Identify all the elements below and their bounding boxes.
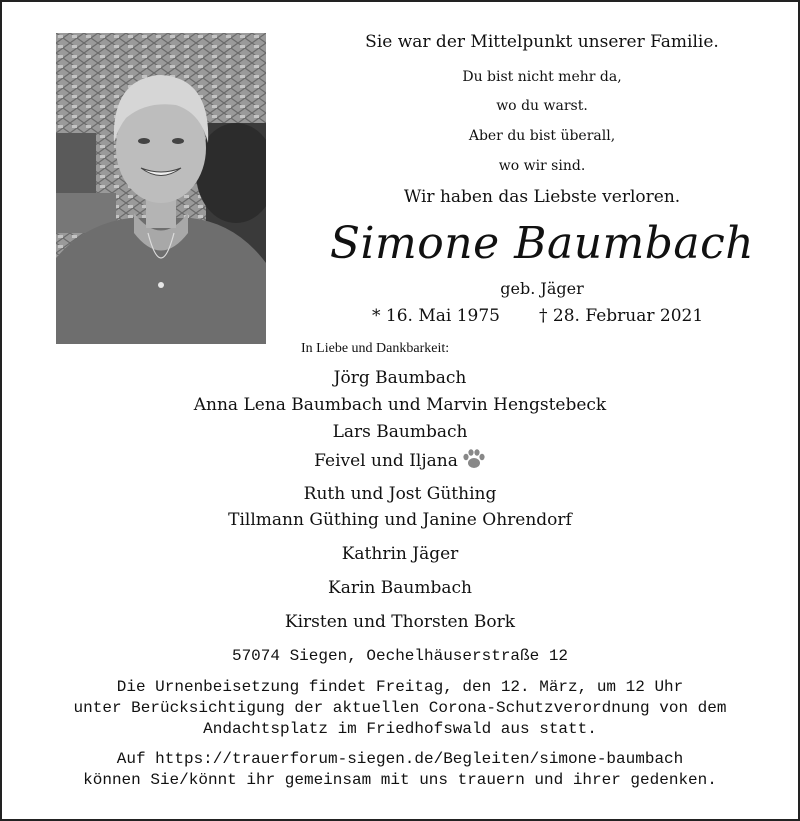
- death-date: † 28. Februar 2021: [539, 306, 704, 326]
- verse-line: Aber du bist überall,: [468, 128, 616, 144]
- online-condolence-line: Auf https://trauerforum-siegen.de/Begleiten/simone-baumbach: [116, 750, 684, 768]
- verse-line: Du bist nicht mehr da,: [462, 69, 622, 85]
- funeral-info-line: unter Berücksichtigung der aktuellen Corona-Schutzverordnung von dem: [73, 699, 727, 717]
- family-member: Jörg Baumbach: [333, 368, 467, 388]
- family-member: Feivel und Iljana: [314, 451, 458, 471]
- thanks-line: In Liebe und Dankbarkeit:: [301, 341, 450, 356]
- family-member: Kathrin Jäger: [341, 544, 459, 564]
- verse-line: wo wir sind.: [498, 158, 586, 174]
- family-member-pets: [2, 448, 798, 475]
- funeral-info-line: Die Urnenbeisetzung findet Freitag, den 12. März, um 12 Uhr: [116, 678, 684, 696]
- family-member: Anna Lena Baumbach und Marvin Hengstebeck: [193, 395, 607, 415]
- motto-line: Sie war der Mittelpunkt unserer Familie.: [365, 32, 719, 52]
- maiden-name: geb. Jäger: [500, 279, 584, 298]
- birth-date: * 16. Mai 1975: [372, 306, 500, 326]
- lost-line: Wir haben das Liebste verloren.: [403, 187, 681, 207]
- family-member: Ruth und Jost Güthing: [303, 484, 497, 504]
- address-line: 57074 Siegen, Oechelhäuserstraße 12: [231, 647, 569, 665]
- funeral-info-line: Andachtsplatz im Friedhofswald aus statt.: [203, 720, 597, 738]
- family-member: Kirsten und Thorsten Bork: [284, 612, 516, 632]
- online-condolence-line: können Sie/könnt ihr gemeinsam mit uns trauern und ihrer gedenken.: [83, 771, 717, 789]
- deceased-name: Simone Baumbach: [329, 218, 755, 269]
- portrait-photo: [56, 33, 266, 344]
- family-member: Karin Baumbach: [328, 578, 472, 598]
- verse-line: wo du warst.: [496, 98, 588, 114]
- family-member: Tillmann Güthing und Janine Ohrendorf: [228, 510, 572, 530]
- paw-print-icon: [462, 448, 486, 475]
- family-member: Lars Baumbach: [332, 422, 468, 442]
